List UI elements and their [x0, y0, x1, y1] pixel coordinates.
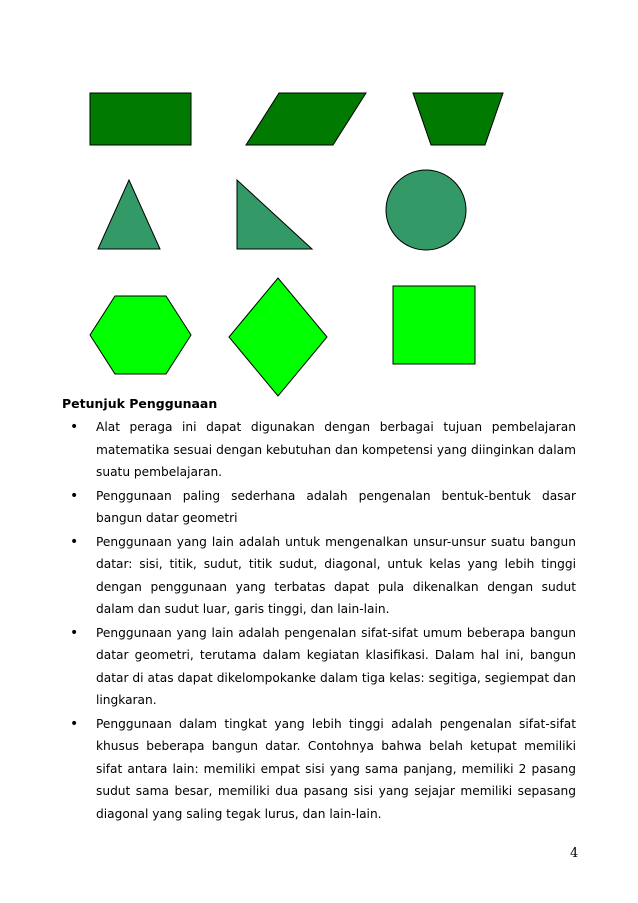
- list-item-text: Penggunaan paling sederhana adalah pengenalan bentuk-bentuk dasar bangun datar geometri: [96, 488, 576, 525]
- hexagon-shape: [90, 296, 191, 374]
- parallelogram-shape: [246, 93, 366, 145]
- section-heading: Petunjuk Penggunaan: [62, 396, 218, 411]
- rhombus-shape: [229, 278, 327, 396]
- isosceles-triangle-shape: [98, 180, 160, 249]
- list-item-text: Alat peraga ini dapat digunakan dengan berbagai tujuan pembelajaran matematika sesuai dengan kebutuhan dan kompetensi yang diinginkan dalam suatu pembelajaran.: [96, 420, 576, 479]
- shapes-figure: [0, 0, 638, 400]
- page-number: 4: [570, 846, 579, 861]
- list-item: [62, 485, 576, 530]
- rectangle-shape: [90, 93, 191, 145]
- right-triangle-shape: [237, 180, 312, 249]
- list-item: [62, 622, 576, 712]
- list-item: [62, 416, 576, 484]
- bullet-icon: •: [70, 487, 79, 504]
- bullet-icon: •: [70, 624, 79, 641]
- square-shape: [393, 286, 475, 364]
- bullet-icon: •: [70, 419, 79, 435]
- list-item-text: Penggunaan dalam tingkat yang lebih tinggi adalah pengenalan sifat-sifat khusus beberapa bangun datar. Contohnya bahwa belah ketupat memiliki sifat antara lain: memiliki empat sisi yang sama panjang, memiliki 2 pasang sudut sama besar, memiliki dua pasang sisi yang sejajar memiliki sepasang diagonal yang saling tegak lurus, dan lain-lain.: [96, 716, 576, 821]
- instruction-list: [62, 416, 576, 826]
- list-item-text: Penggunaan yang lain adalah untuk mengenalkan unsur-unsur suatu bangun datar: sisi, titik, sudut, titik sudut, diagonal, untuk kelas yang lebih tinggi dengan penggunaan yang terbatas dapat pula dikenalkan dengan sudut dalam dan sudut luar, garis tinggi, dan lain-lain.: [96, 534, 576, 616]
- bullet-icon: •: [70, 533, 79, 550]
- trapezoid-shape: [413, 93, 503, 145]
- list-item: [62, 713, 576, 826]
- list-item: [62, 531, 576, 621]
- bullet-icon: •: [70, 715, 79, 732]
- list-item-text: Penggunaan yang lain adalah pengenalan sifat-sifat umum beberapa bangun datar geometri, terutama dalam kegiatan klasifikasi. Dalam hal ini, bangun datar di atas dapat dikelompokanke dalam tiga kelas: segitiga, segiempat dan lingkaran.: [96, 625, 576, 707]
- circle-shape: [386, 170, 466, 250]
